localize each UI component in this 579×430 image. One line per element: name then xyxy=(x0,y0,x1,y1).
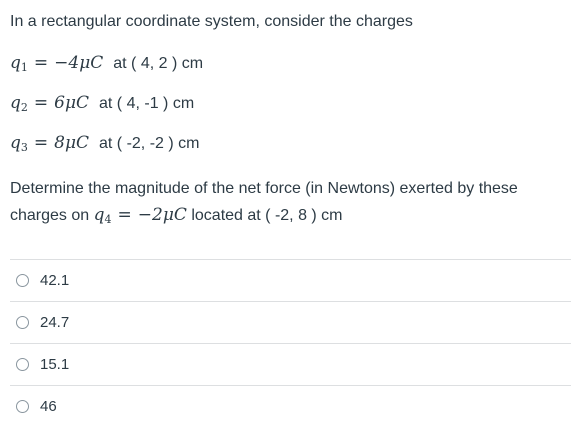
charge-q2-subscript: 2 xyxy=(20,101,28,114)
charge-q1-line xyxy=(10,51,570,75)
charge-q3-symbol: q xyxy=(10,133,21,153)
charge-q1-symbol: q xyxy=(10,53,21,73)
answer-label: 24.7 xyxy=(40,314,70,331)
charge-q1-subscript: 1 xyxy=(20,61,28,74)
charge-q2-location: at ( 4, -1 ) cm xyxy=(99,95,195,112)
target-charge-math xyxy=(94,205,187,225)
charge-q1-value: −4μC xyxy=(54,53,104,73)
radio-button[interactable] xyxy=(16,316,29,329)
answer-option[interactable] xyxy=(10,302,571,344)
task-suffix: located at ( -2, 8 ) cm xyxy=(191,207,343,224)
answer-label: 46 xyxy=(40,398,57,415)
equals-sign: = xyxy=(33,53,49,73)
task-prefix: Determine the magnitude of the net force (in Newtons) exerted by these charges on xyxy=(10,180,518,224)
target-value: −2μC xyxy=(137,205,187,225)
charge-q2-math xyxy=(10,93,89,113)
charge-q3-value: 8μC xyxy=(54,133,90,153)
charge-q2-value: 6μC xyxy=(54,93,90,113)
answer-label: 42.1 xyxy=(40,272,70,289)
answer-option[interactable] xyxy=(10,386,571,427)
radio-button[interactable] xyxy=(16,400,29,413)
charge-q3-math xyxy=(10,133,89,153)
equals-sign: = xyxy=(33,93,49,113)
charge-q2-line xyxy=(10,91,570,115)
question-task xyxy=(10,176,570,233)
answer-option[interactable] xyxy=(10,260,571,302)
answer-list xyxy=(10,259,571,427)
equals-sign: = xyxy=(117,205,132,225)
charge-q1-location: at ( 4, 2 ) cm xyxy=(113,55,204,72)
answer-label: 15.1 xyxy=(40,356,70,373)
charge-q3-location: at ( -2, -2 ) cm xyxy=(99,135,200,152)
answer-option[interactable] xyxy=(10,344,571,386)
charge-q2-symbol: q xyxy=(10,93,21,113)
radio-button[interactable] xyxy=(16,274,29,287)
charge-q1-math xyxy=(10,53,103,73)
target-subscript: 4 xyxy=(104,213,112,226)
question-text xyxy=(10,10,570,233)
radio-button[interactable] xyxy=(16,358,29,371)
charge-q3-subscript: 3 xyxy=(20,141,28,154)
charge-q3-line xyxy=(10,131,570,155)
question-intro: In a rectangular coordinate system, consider the charges xyxy=(10,13,413,30)
target-symbol: q xyxy=(93,205,105,225)
equals-sign: = xyxy=(33,133,49,153)
